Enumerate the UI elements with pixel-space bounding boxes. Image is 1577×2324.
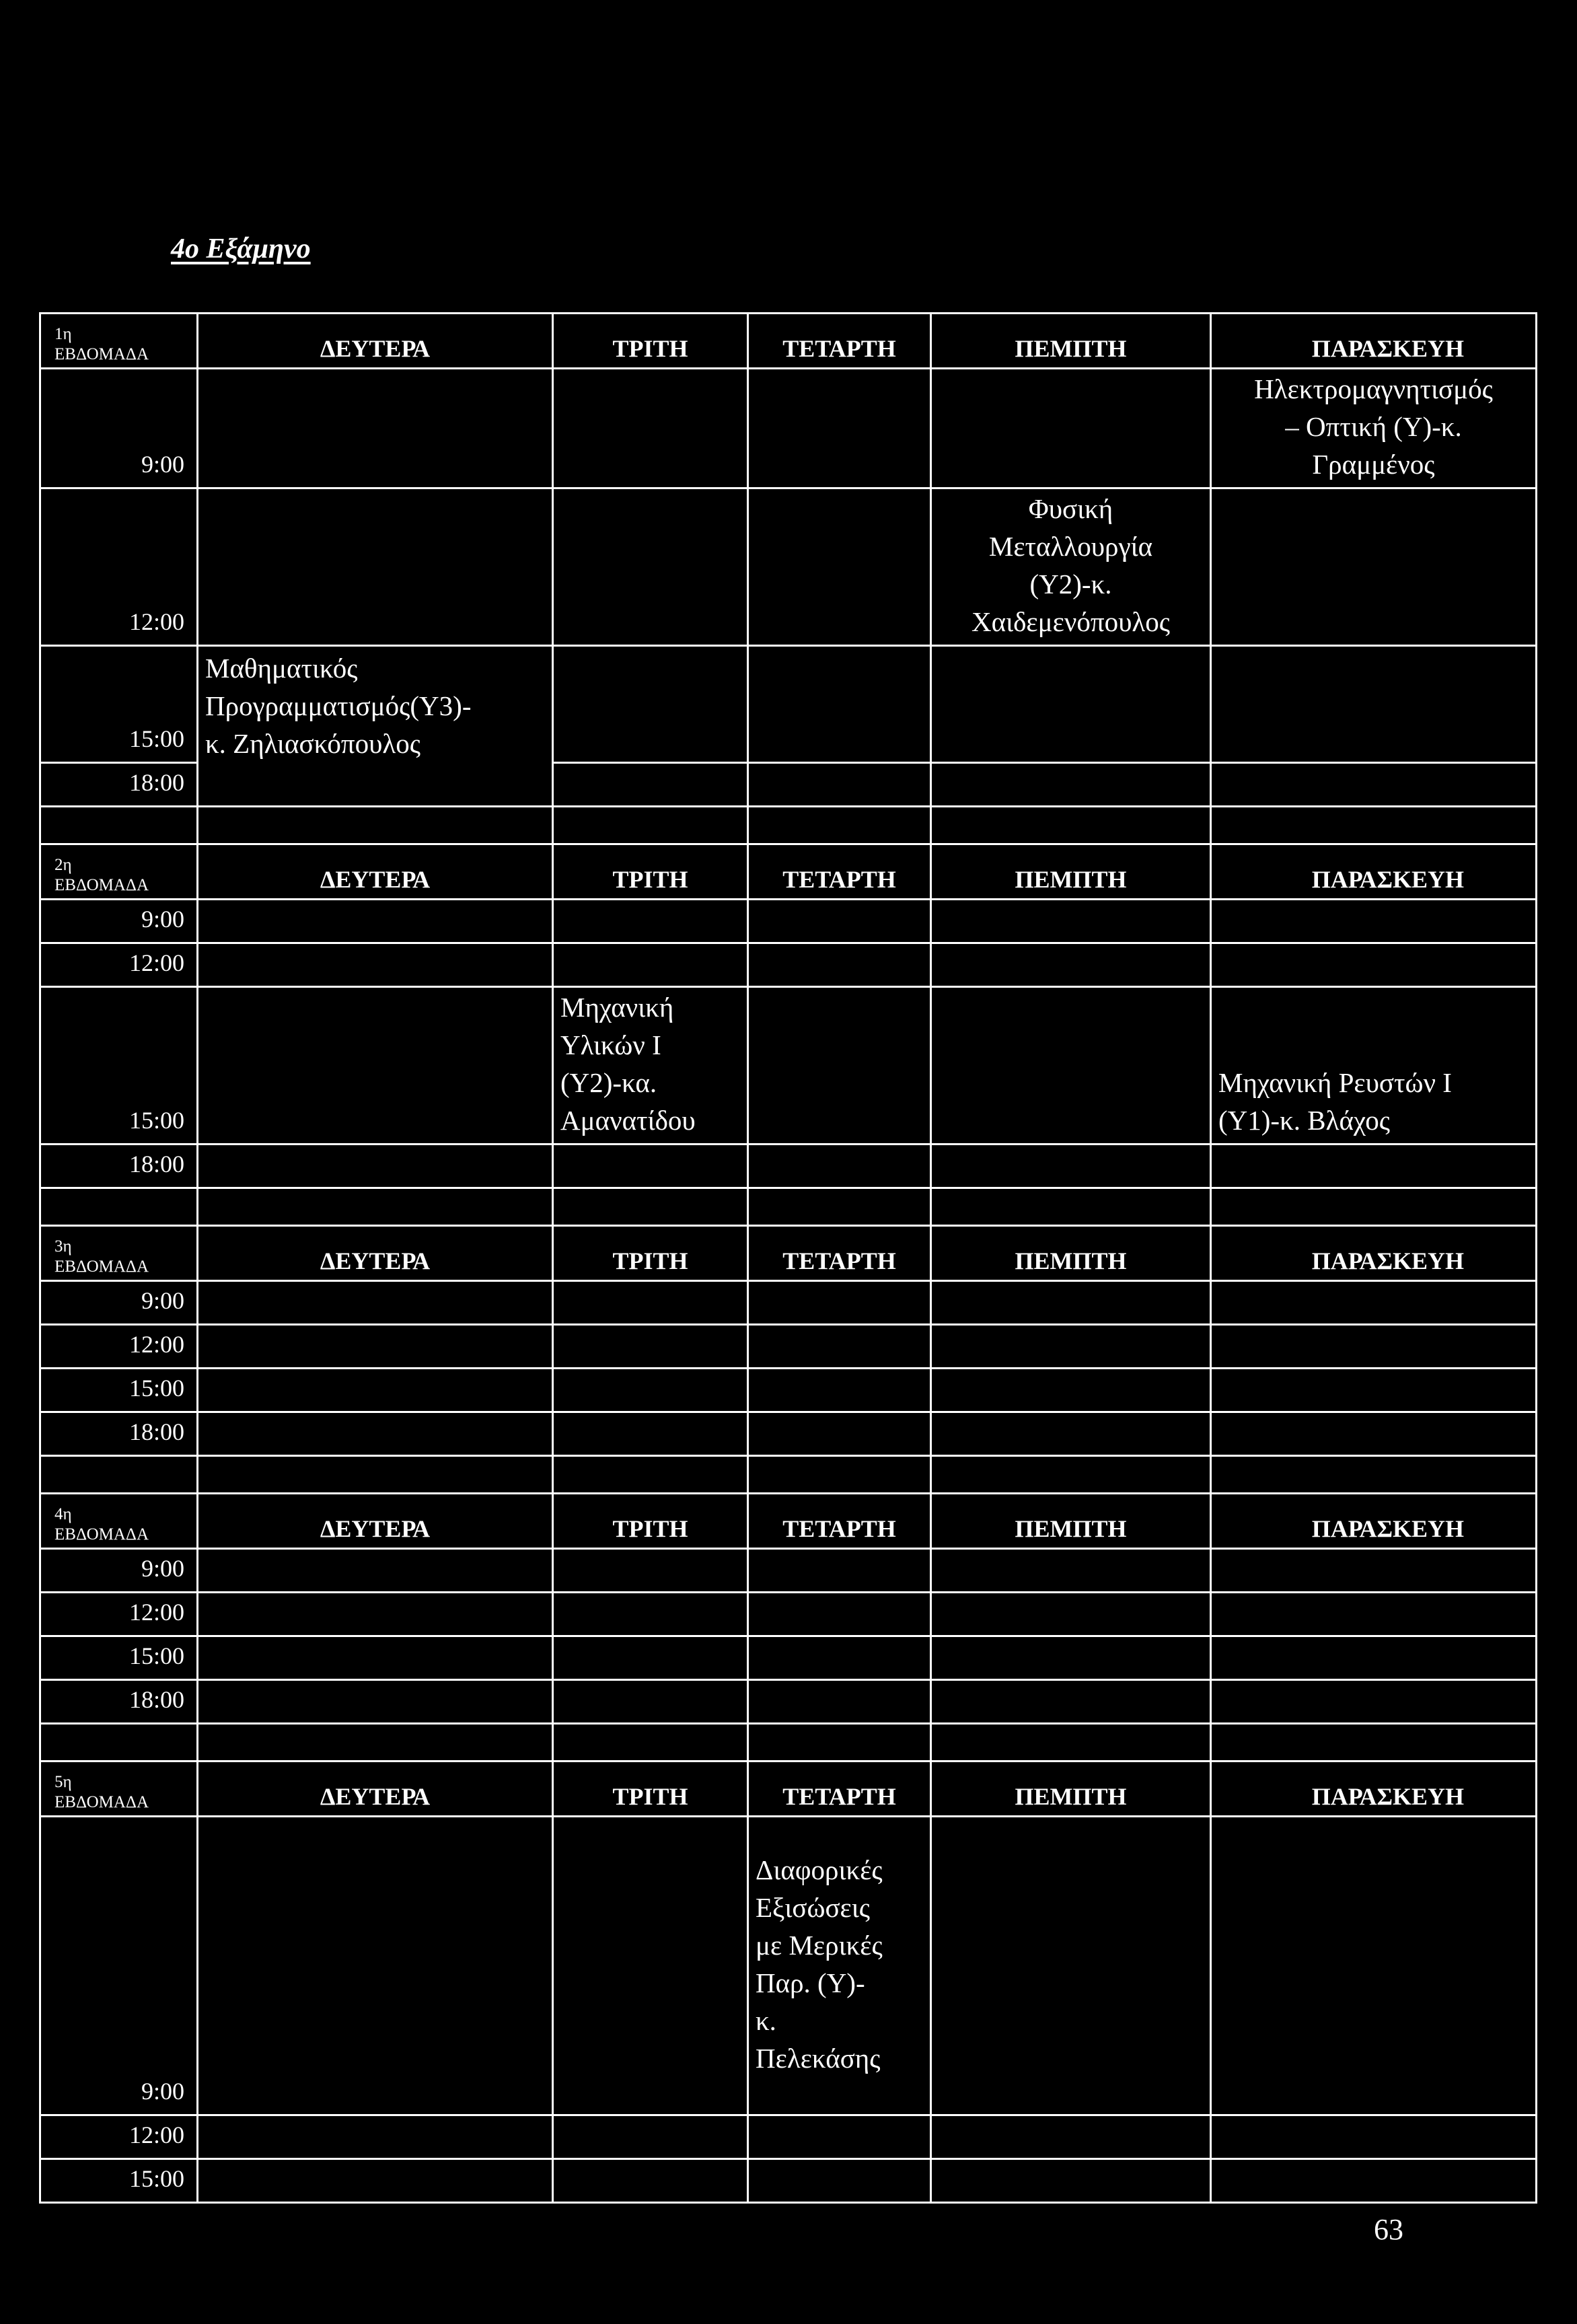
time-label: 9:00 bbox=[40, 1281, 198, 1325]
time-row bbox=[40, 1281, 1537, 1325]
time-row bbox=[40, 1549, 1537, 1593]
course-cell: Μαθηματικός Προγραμματισμός(Υ3)- κ. Ζηλιασκόπουλος bbox=[198, 646, 553, 807]
day-header-friday: ΠΑΡΑΣΚΕΥΗ bbox=[1211, 1762, 1537, 1817]
day-header-tuesday: ΤΡΙΤΗ bbox=[553, 844, 748, 900]
day-header-tuesday: ΤΡΙΤΗ bbox=[553, 1762, 748, 1817]
time-row bbox=[40, 2159, 1537, 2203]
time-row bbox=[40, 1369, 1537, 1412]
time-row bbox=[40, 1636, 1537, 1680]
time-label: 15:00 bbox=[40, 646, 198, 763]
day-header-wednesday: ΤΕΤΑΡΤΗ bbox=[748, 1226, 931, 1281]
day-header-monday: ΔΕΥΤΕΡΑ bbox=[198, 1762, 553, 1817]
time-row bbox=[40, 900, 1537, 943]
schedule-table bbox=[39, 312, 1537, 2204]
time-row bbox=[40, 1145, 1537, 1188]
time-row bbox=[40, 1325, 1537, 1369]
time-row bbox=[40, 987, 1537, 1145]
day-header-tuesday: ΤΡΙΤΗ bbox=[553, 314, 748, 369]
time-label: 12:00 bbox=[40, 943, 198, 987]
day-header-thursday: ΠΕΜΠΤΗ bbox=[931, 1494, 1211, 1549]
time-label: 12:00 bbox=[40, 2115, 198, 2159]
time-row bbox=[40, 1680, 1537, 1724]
time-row bbox=[40, 369, 1537, 488]
week-header-row bbox=[40, 1494, 1537, 1549]
week-header-row bbox=[40, 314, 1537, 369]
day-header-wednesday: ΤΕΤΑΡΤΗ bbox=[748, 1762, 931, 1817]
time-row bbox=[40, 646, 1537, 763]
time-label: 9:00 bbox=[40, 1549, 198, 1593]
spacer-row bbox=[40, 1456, 1537, 1494]
course-cell: Διαφορικές Εξισώσεις με Μερικές Παρ. (Υ)- κ. Πελεκάσης bbox=[748, 1817, 931, 2115]
day-header-wednesday: ΤΕΤΑΡΤΗ bbox=[748, 844, 931, 900]
time-label: 15:00 bbox=[40, 1636, 198, 1680]
day-header-thursday: ΠΕΜΠΤΗ bbox=[931, 1762, 1211, 1817]
spacer-row bbox=[40, 1188, 1537, 1226]
course-cell: Μηχανική Ρευστών Ι (Υ1)-κ. Βλάχος bbox=[1211, 987, 1537, 1145]
page-number: 63 bbox=[1374, 2213, 1403, 2246]
week-label: 5η ΕΒΔΟΜΑΔΑ bbox=[40, 1762, 198, 1817]
time-label: 15:00 bbox=[40, 2159, 198, 2203]
time-label: 9:00 bbox=[40, 1817, 198, 2115]
day-header-friday: ΠΑΡΑΣΚΕΥΗ bbox=[1211, 1494, 1537, 1549]
course-cell: Φυσική Μεταλλουργία (Υ2)-κ. Χαιδεμενόπουλος bbox=[931, 488, 1211, 646]
time-row bbox=[40, 1412, 1537, 1456]
time-row bbox=[40, 488, 1537, 646]
time-label: 18:00 bbox=[40, 1680, 198, 1724]
time-row bbox=[40, 1817, 1537, 2115]
time-label: 12:00 bbox=[40, 1593, 198, 1636]
time-row bbox=[40, 943, 1537, 987]
week-header-row bbox=[40, 1226, 1537, 1281]
spacer-row bbox=[40, 807, 1537, 844]
day-header-friday: ΠΑΡΑΣΚΕΥΗ bbox=[1211, 844, 1537, 900]
time-label: 12:00 bbox=[40, 1325, 198, 1369]
spacer-row bbox=[40, 1724, 1537, 1762]
day-header-tuesday: ΤΡΙΤΗ bbox=[553, 1494, 748, 1549]
time-label: 9:00 bbox=[40, 900, 198, 943]
day-header-friday: ΠΑΡΑΣΚΕΥΗ bbox=[1211, 1226, 1537, 1281]
day-header-monday: ΔΕΥΤΕΡΑ bbox=[198, 844, 553, 900]
week-label: 2η ΕΒΔΟΜΑΔΑ bbox=[40, 844, 198, 900]
time-label: 18:00 bbox=[40, 763, 198, 807]
day-header-monday: ΔΕΥΤΕΡΑ bbox=[198, 1226, 553, 1281]
day-header-tuesday: ΤΡΙΤΗ bbox=[553, 1226, 748, 1281]
day-header-wednesday: ΤΕΤΑΡΤΗ bbox=[748, 1494, 931, 1549]
course-cell: Ηλεκτρομαγνητισμός – Οπτική (Υ)-κ. Γραμμένος bbox=[1211, 369, 1537, 488]
time-row bbox=[40, 1593, 1537, 1636]
course-cell: Μηχανική Υλικών Ι (Υ2)-κα. Αμανατίδου bbox=[553, 987, 748, 1145]
day-header-monday: ΔΕΥΤΕΡΑ bbox=[198, 314, 553, 369]
day-header-thursday: ΠΕΜΠΤΗ bbox=[931, 1226, 1211, 1281]
day-header-thursday: ΠΕΜΠΤΗ bbox=[931, 844, 1211, 900]
time-label: 18:00 bbox=[40, 1145, 198, 1188]
time-label: 15:00 bbox=[40, 1369, 198, 1412]
week-label: 4η ΕΒΔΟΜΑΔΑ bbox=[40, 1494, 198, 1549]
day-header-monday: ΔΕΥΤΕΡΑ bbox=[198, 1494, 553, 1549]
time-label: 12:00 bbox=[40, 488, 198, 646]
time-row bbox=[40, 2115, 1537, 2159]
day-header-friday: ΠΑΡΑΣΚΕΥΗ bbox=[1211, 314, 1537, 369]
time-label: 15:00 bbox=[40, 987, 198, 1145]
week-header-row bbox=[40, 844, 1537, 900]
day-header-wednesday: ΤΕΤΑΡΤΗ bbox=[748, 314, 931, 369]
week-header-row bbox=[40, 1762, 1537, 1817]
week-label: 3η ΕΒΔΟΜΑΔΑ bbox=[40, 1226, 198, 1281]
time-label: 18:00 bbox=[40, 1412, 198, 1456]
day-header-thursday: ΠΕΜΠΤΗ bbox=[931, 314, 1211, 369]
time-label: 9:00 bbox=[40, 369, 198, 488]
page-title: 4ο Εξάμηνο bbox=[171, 233, 311, 264]
week-label: 1η ΕΒΔΟΜΑΔΑ bbox=[40, 314, 198, 369]
